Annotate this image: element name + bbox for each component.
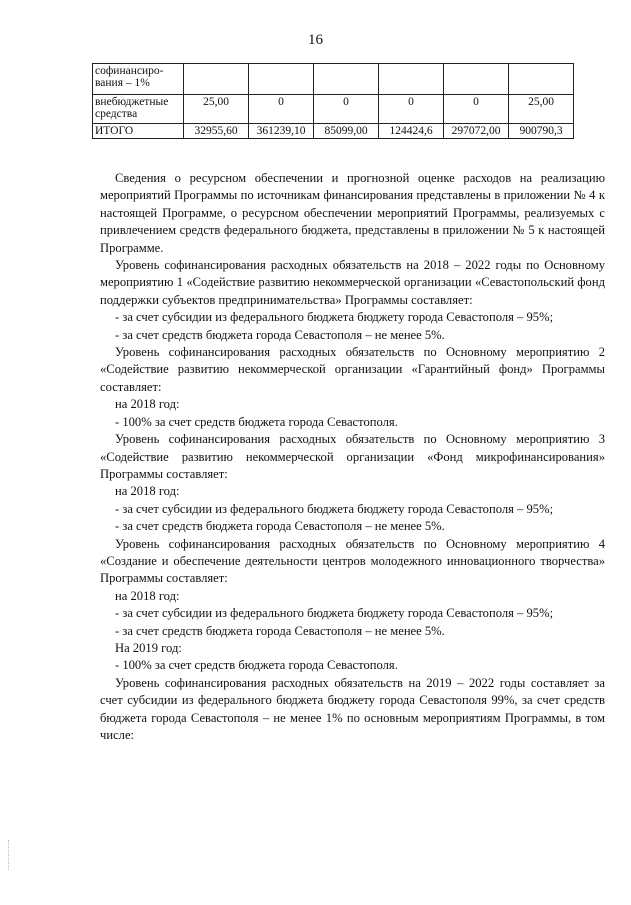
list-item: - за счет средств бюджета города Севастополя – не менее 5%. [115, 623, 445, 638]
paragraph: Уровень софинансирования расходных обязательств по Основному мероприятию 4 «Создание и обеспечение деятельности центров молодежного инновационного творчества» Программы составляет: [100, 536, 605, 586]
table-row [93, 95, 574, 124]
paragraph: Уровень софинансирования расходных обязательств на 2019 – 2022 годы составляет за счет субсидии из федерального бюджета бюджету города Севастополя 99%, за счет средств бюджета города Севастополя – не менее 1% по основным мероприятиям Программы, в том числе: [100, 675, 605, 742]
table-cell [509, 64, 574, 95]
body-text [100, 170, 605, 744]
list-item: - 100% за счет средств бюджета города Севастополя. [115, 414, 398, 429]
table-cell [314, 64, 379, 95]
row-label: софинансиро-вания – 1% [93, 64, 184, 95]
table-row-total [93, 124, 574, 139]
table-cell [379, 64, 444, 95]
table-cell: 85099,00 [314, 124, 379, 139]
table-cell [184, 64, 249, 95]
table-cell: 124424,6 [379, 124, 444, 139]
list-item: - за счет средств бюджета города Севастополя – не менее 5%. [115, 327, 445, 342]
table-cell: 297072,00 [444, 124, 509, 139]
table-cell: 32955,60 [184, 124, 249, 139]
table-cell [249, 64, 314, 95]
list-item: - за счет субсидии из федерального бюджета бюджету города Севастополя – 95%; [115, 501, 554, 516]
page-number: 16 [308, 32, 323, 48]
table-cell [444, 64, 509, 95]
row-label: внебюджетные средства [93, 95, 184, 124]
table-cell: 0 [444, 95, 509, 124]
table-cell: 361239,10 [249, 124, 314, 139]
list-item: - 100% за счет средств бюджета города Севастополя. [115, 658, 398, 673]
year-label: На 2019 год: [115, 640, 182, 655]
list-item: - за счет средств бюджета города Севастополя – не менее 5%. [115, 519, 445, 534]
table-cell: 0 [379, 95, 444, 124]
table-cell: 25,00 [184, 95, 249, 124]
table-cell: 25,00 [509, 95, 574, 124]
row-label: ИТОГО [93, 124, 184, 139]
year-label: на 2018 год: [115, 484, 180, 499]
table-cell: 0 [249, 95, 314, 124]
paragraph: Уровень софинансирования расходных обязательств по Основному мероприятию 2 «Содействие развитию некоммерческой организации «Гарантийный фонд» Программы составляет: [100, 345, 605, 394]
budget-table [92, 63, 574, 139]
list-item: - за счет субсидии из федерального бюджета бюджету города Севастополя – 95%; [115, 310, 554, 325]
list-item: - за счет субсидии из федерального бюджета бюджету города Севастополя – 95%; [115, 606, 554, 621]
table-cell: 0 [314, 95, 379, 124]
paragraph: Уровень софинансирования расходных обязательств на 2018 – 2022 годы по Основному мероприятию 1 «Содействие развитию некоммерческой организации «Севастопольский фонд поддержки субъектов предпринимательства» Программы составляет: [100, 258, 605, 307]
paragraph: Сведения о ресурсном обеспечении и прогнозной оценке расходов на реализацию мероприятий Программы по источникам финансирования представлены в приложении № 4 к настоящей Программе, о ресурсном обеспечении мероприятий Программы, реализуемых с привлечением средств федерального бюджета, представлены в приложении № 5 к настоящей Программе. [100, 171, 605, 255]
year-label: на 2018 год: [115, 588, 180, 603]
scan-artifact [8, 840, 10, 870]
table-row [93, 64, 574, 95]
paragraph: Уровень софинансирования расходных обязательств по Основному мероприятию 3 «Содействие развитию некоммерческой организации «Фонд микрофинансирования» Программы составляет: [100, 432, 605, 481]
table-cell: 900790,3 [509, 124, 574, 139]
year-label: на 2018 год: [115, 397, 180, 412]
